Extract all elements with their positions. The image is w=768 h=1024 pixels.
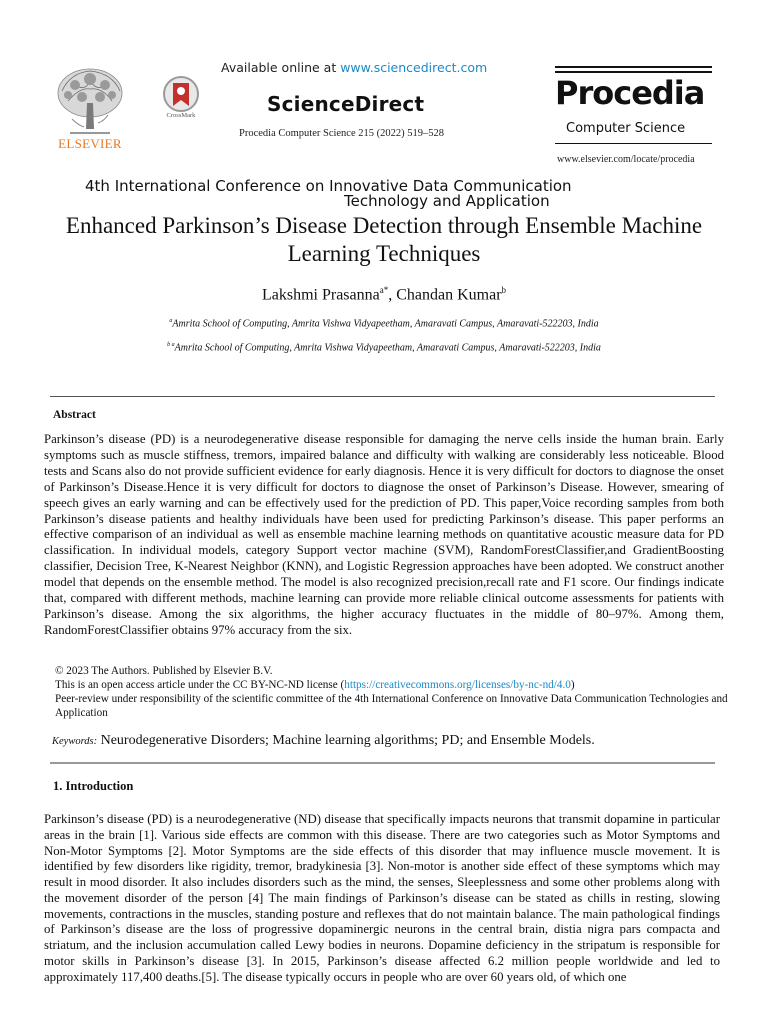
affiliation-marker: b a bbox=[167, 342, 175, 348]
affiliation-text: Amrita School of Computing, Amrita Vishwa Vidyapeetham, Amaravati Campus, Amaravati-522203, India bbox=[174, 342, 601, 354]
author-list bbox=[0, 285, 768, 304]
procedia-rule-bottom bbox=[555, 143, 712, 144]
keywords-label: Keywords: bbox=[52, 736, 98, 747]
procedia-subtitle: Computer Science bbox=[566, 121, 686, 136]
procedia-title: Procedia bbox=[555, 74, 705, 112]
introduction-body: Parkinson’s disease (PD) is a neurodegenerative (ND) disease that specifically impacts neurons that transmit dopamine in particular areas in the brain [1]. Various side effects are common with this disease. There are two categories such as Motor Symptoms and Non-Motor Symptoms [2]. Motor Symptoms are the side effects of this disorder that may influence muscle movement. It is identified by few disorders like rigidity, tremor, bradykinesia [3]. Non-motor is another side effect of these symptoms which may result in mood disorder. It also includes disorders such as the mind, the senses, Sleeplessness and some other problems along with the movement disorder of the person [4] The main findings of Parkinson’s disease can be stated as chills in resting, slowing movements, contractions in the muscles, standing posture and reflexes that do not maintain balance. The main pathological findings of Parkinson’s disease are the loss of progressive dopaminergic neurons in the central brain, distia nigra pars compacta and striatum, and the inclusion accumulation called Lewy bodies in neurons. Dopamine deficiency in the stripatum is responsible for motor skills in Parkinson’s disease [3]. In 2015, Parkinson’s disease affected 6.2 million people worldwide and led to approximately 117,400 deaths.[5]. The disease typically occurs in people who are over 60 years old, of which one bbox=[44, 812, 720, 984]
affiliation-text: Amrita School of Computing, Amrita Vishwa Vidyapeetham, Amaravati Campus, Amaravati-522203, India bbox=[172, 318, 599, 330]
keywords-text: Neurodegenerative Disorders; Machine learning algorithms; PD; and Ensemble Models. bbox=[97, 733, 595, 748]
section-heading: 1. Introduction bbox=[53, 779, 134, 793]
sciencedirect-link[interactable]: www.sciencedirect.com bbox=[340, 60, 488, 75]
procedia-rule-top-2 bbox=[555, 71, 712, 73]
keywords-line bbox=[52, 733, 595, 749]
available-online-line bbox=[221, 60, 487, 75]
affiliation-marker: a bbox=[169, 318, 173, 324]
abstract-heading: Abstract bbox=[53, 409, 96, 421]
paper-title: Enhanced Parkinson’s Disease Detection through Ensemble Machine Learning Techniques bbox=[65, 213, 703, 266]
conference-name-line-2: Technology and Application bbox=[344, 192, 550, 210]
elsevier-wordmark: ELSEVIER bbox=[58, 136, 122, 151]
procedia-rule-top bbox=[555, 66, 712, 68]
author-name: Lakshmi Prasanna bbox=[261, 286, 380, 304]
open-access-prefix: This is an open access article under the CC BY-NC-ND license ( bbox=[55, 679, 345, 691]
author-name: Chandan Kumar bbox=[396, 286, 502, 304]
crossmark-label: CrossMark bbox=[166, 112, 196, 119]
open-access-suffix: ) bbox=[570, 679, 575, 691]
procedia-url-link[interactable]: www.elsevier.com/locate/procedia bbox=[557, 154, 695, 165]
conference-name-line-1: 4th International Conference on Innovative Data Communication bbox=[85, 177, 572, 195]
copyright-line: © 2023 The Authors. Published by Elsevier B.V. bbox=[55, 665, 273, 677]
abstract-body: Parkinson’s disease (PD) is a neurodegenerative disease responsible for damaging the nerve cells inside the human brain. Early symptoms such as muscle stiffness, tremors, impaired balance and difficulty with walking are considerably less noticeable. Blood tests and Scans also do not provide sufficient evidence for early diagnosis. Hence it is very difficult for doctors to diagnose the onset of Parkinson’s Disease.Hence it is very difficult for doctors to diagnose the onset of Parkinson’s Disease. However, smearing of speech gives an early warning and can be effectively used for the prediction of PD. This paper,Voice recording samples from both Parkinson’s disease patients and healthy individuals have been used for predicting Parkinson’s disease. This paper performs an effective comparison of an individual as well as ensemble machine learning methods on quantitative acoustic measure data for PD classification. In individual models, category Support vector machine (SVM), RandomForestClassifier,and GradientBoosting classifier, Decision Tree, K-Nearest Neighbor (KNN), and Logistic Regression approaches have been adopted. We construct another model that depends on the ensemble method. The model is also recognized precision,recall rate and F1 score. Our findings indicate that, compared with different methods, machine learning can provide more reliable clinical outcome assessments for patients with Parkinson’s disease. Among the six algorithms, the higher accuracy fluctuates in the middle of 80–97%. Among them, RandomForestClassifier obtains 97% accuracy from the six. bbox=[44, 432, 724, 637]
author-superscript: a* bbox=[379, 285, 389, 295]
license-link[interactable]: https://creativecommons.org/licenses/by-nc-nd/4.0 bbox=[344, 679, 571, 691]
divider bbox=[50, 762, 715, 764]
license-block bbox=[55, 664, 735, 720]
author-separator: , bbox=[388, 286, 397, 304]
sciencedirect-brand: ScienceDirect bbox=[267, 92, 425, 116]
affiliation-b bbox=[0, 342, 768, 353]
available-prefix: Available online at bbox=[221, 60, 341, 75]
open-access-line bbox=[55, 678, 735, 692]
author-superscript: b bbox=[501, 285, 507, 295]
peer-review-line: Peer-review under responsibility of the scientific committee of the 4th International Conference on Innovative Data Communication Technologies and Application bbox=[55, 693, 728, 719]
divider bbox=[50, 396, 715, 397]
journal-reference: Procedia Computer Science 215 (2022) 519–528 bbox=[239, 128, 444, 139]
affiliation-a bbox=[0, 318, 768, 329]
